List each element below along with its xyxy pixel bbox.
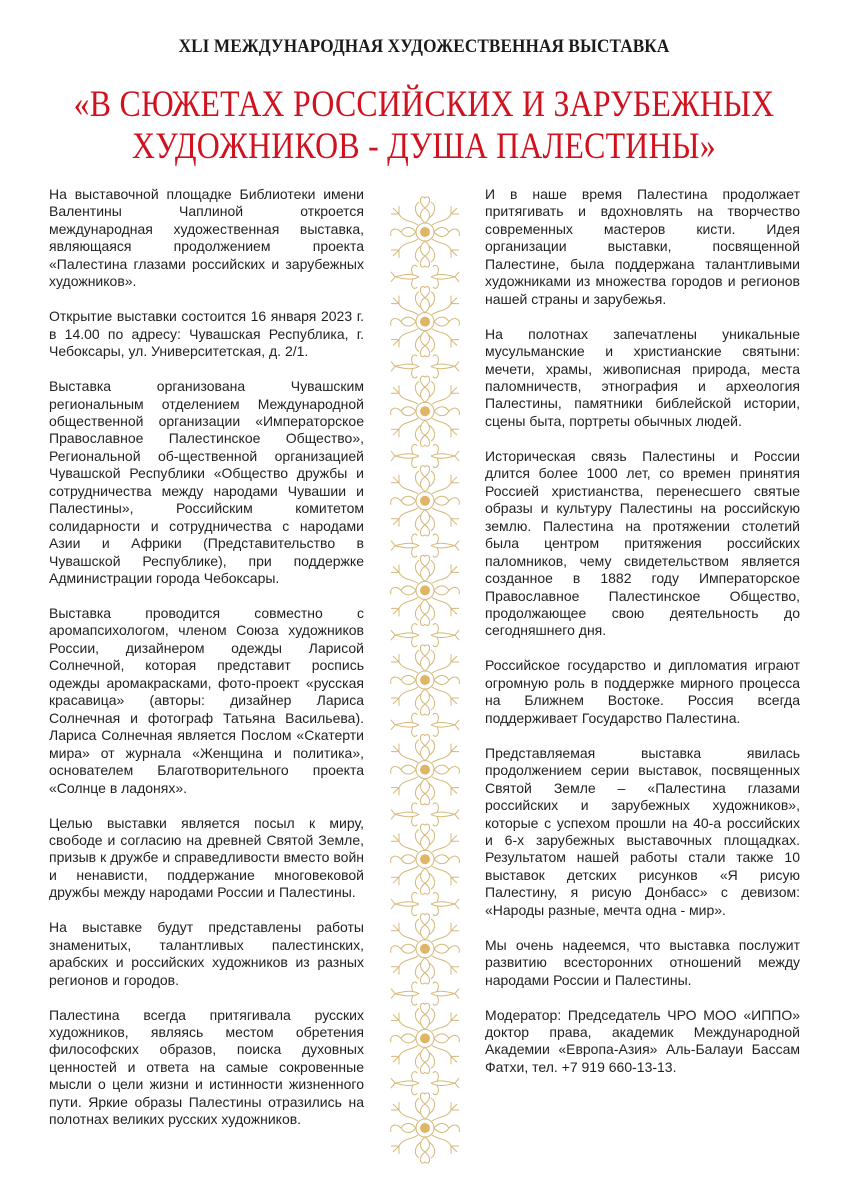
paragraph-artists: На выставке будут представлены работы знаменитых, талантливых палестинских, арабских и российских художников из разных регионов и городов. [49,919,364,988]
rosette-motif-icon [391,735,460,805]
rosette-motif-icon [391,555,460,625]
scroll-connector-icon [391,624,459,647]
paragraph-shrines: На полотнах запечатлены уникальные мусульманские и христианские святыни: мечети, храмы, живописная природа, места паломничеств, этнография и археология Палестины, памятники библейской истории, сцены быта, портреты обычных людей. [485,325,800,429]
scroll-connector-icon [391,803,459,826]
rosette-motif-icon [391,287,460,357]
paragraph-library-venue: На выставочной площадке Библиотеки имени Валентины Чаплиной откроется международная художественная выставка, являющаяся продолжением проекта «Палестина глазами российских и зарубежных художников». [49,186,364,290]
scroll-connector-icon [391,534,459,557]
paragraph-historical-link: Историческая связь Палестины и России длится более 1000 лет, со времен принятия Россией христианства, перенесшего святые образы и культуру Палестины на российскую землю. Палестина на протяжении столетий была центром притяжения российских паломников, чему свидетельством является созданное в 1882 году Императорское Православное Палестинское Общество, продолжающее свою деятельность до сегодняшнего дня. [485,447,800,639]
title-line-2: ХУДОЖНИКОВ - ДУША ПАЛЕСТИНЫ» [132,126,716,167]
rosette-motif-icon [391,1003,460,1073]
title-line-1: «В СЮЖЕТАХ РОССИЙСКИХ И ЗАРУБЕЖНЫХ [73,84,775,125]
paragraph-russian-artists: Палестина всегда притягивала русских художников, являясь местом обретения философских образов, поиска духовных ценностей и ответа на самые сокровенные мысли о цели жизни и истинности жизненного пути. Яркие образы Палестины отразились на полотнах великих русских художников. [49,1006,364,1128]
scroll-connector-icon [391,982,459,1005]
scroll-connector-icon [391,355,459,378]
paragraph-organizers: Выставка организована Чувашским региональным отделением Международной общественной организации «Императорское Православное Палестинское Общество», Региональной об-щественной организацией Чувашской Республики «Общество дружбы и сотрудничества между народами Чувашии и Палестины», Российским комитетом солидарности и сотрудничества с народами Азии и Африки (Представительство в Чувашской Республике), при поддержке Администрации города Чебоксары. [49,378,364,587]
scroll-connector-icon [391,444,459,467]
scroll-connector-icon [391,265,459,288]
scroll-connector-icon [391,892,459,915]
rosette-motif-icon [391,1093,460,1163]
paragraph-moderator: Модератор: Председатель ЧРО МОО «ИППО» доктор права, академик Международной Академии «Европа-Азия» Аль-Балауи Бассам Фатхи, тел. +7 919 660-13-13. [485,1006,800,1075]
left-column [49,186,364,1146]
paragraph-opening-date: Открытие выставки состоится 16 января 2023 г. в 14.00 по адресу: Чувашская Республика, г. Чебоксары, ул. Университетская, д. 2/1. [49,308,364,360]
paragraph-collaboration: Выставка проводится совместно с аромапсихологом, членом Союза художников России, дизайнером одежды Ларисой Солнечной, которая представит роспись одежды аромакрасками, фото-проект «русская красавица» (авторы: дизайнер Лариса Солнечная и фотограф Татьяна Васильева). Лариса Солнечная является Послом «Скатерти мира» от журнала «Женщина и политика», основателем Благотворительного проекта «Солнце в ладонях». [49,605,364,796]
exhibition-title [0,84,848,168]
paragraph-exhibition-series: Представляемая выставка явилась продолжением серии выставок, посвященных Святой Земле – «Палестина глазами российских и зарубежных художников», которые с успехом прошли на 40-а российских и 6-х зарубежных выставочных площадках. Результатом нашей работы стали также 10 выставок детских рисунков «Я рисую Палестину, я рисую Донбасс» с девизом: «Народы разные, мечта одна - мир». [485,744,800,918]
rosette-motif-icon [391,197,460,267]
paragraph-modern-masters: И в наше время Палестина продолжает притягивать и вдохновлять на творчество современных мастеров кисти. Идея организации выставки, посвященной Палестине, была поддержана талантливыми художниками из множества городов и регионов нашей страны и зарубежья. [485,186,800,307]
rosette-motif-icon [391,645,460,715]
rosette-motif-icon [391,466,460,536]
paragraph-hope: Мы очень надеемся, что выставка послужит развитию всесторонних отношений между народами России и Палестины. [485,936,800,988]
ornament-border [386,184,464,1174]
scroll-connector-icon [391,1072,459,1095]
right-column [485,186,800,1094]
rosette-motif-icon [391,824,460,894]
scroll-connector-icon [391,713,459,736]
rosette-motif-icon [391,376,460,446]
paragraph-goal: Целью выставки является посыл к миру, свободе и согласию на древней Святой Земле, призыв к дружбе и справедливости вместо войн и ненависти, поддержание многовековой дружбы между народами России и Палестины. [49,814,364,901]
paragraph-diplomacy: Российское государство и дипломатия играют огромную роль в поддержке мирного процесса на Ближнем Востоке. Россия всегда поддерживает Государство Палестина. [485,657,800,726]
exhibition-supertitle: XLI МЕЖДУНАРОДНАЯ ХУДОЖЕСТВЕННАЯ ВЫСТАВКА [178,37,670,57]
rosette-motif-icon [391,914,460,984]
